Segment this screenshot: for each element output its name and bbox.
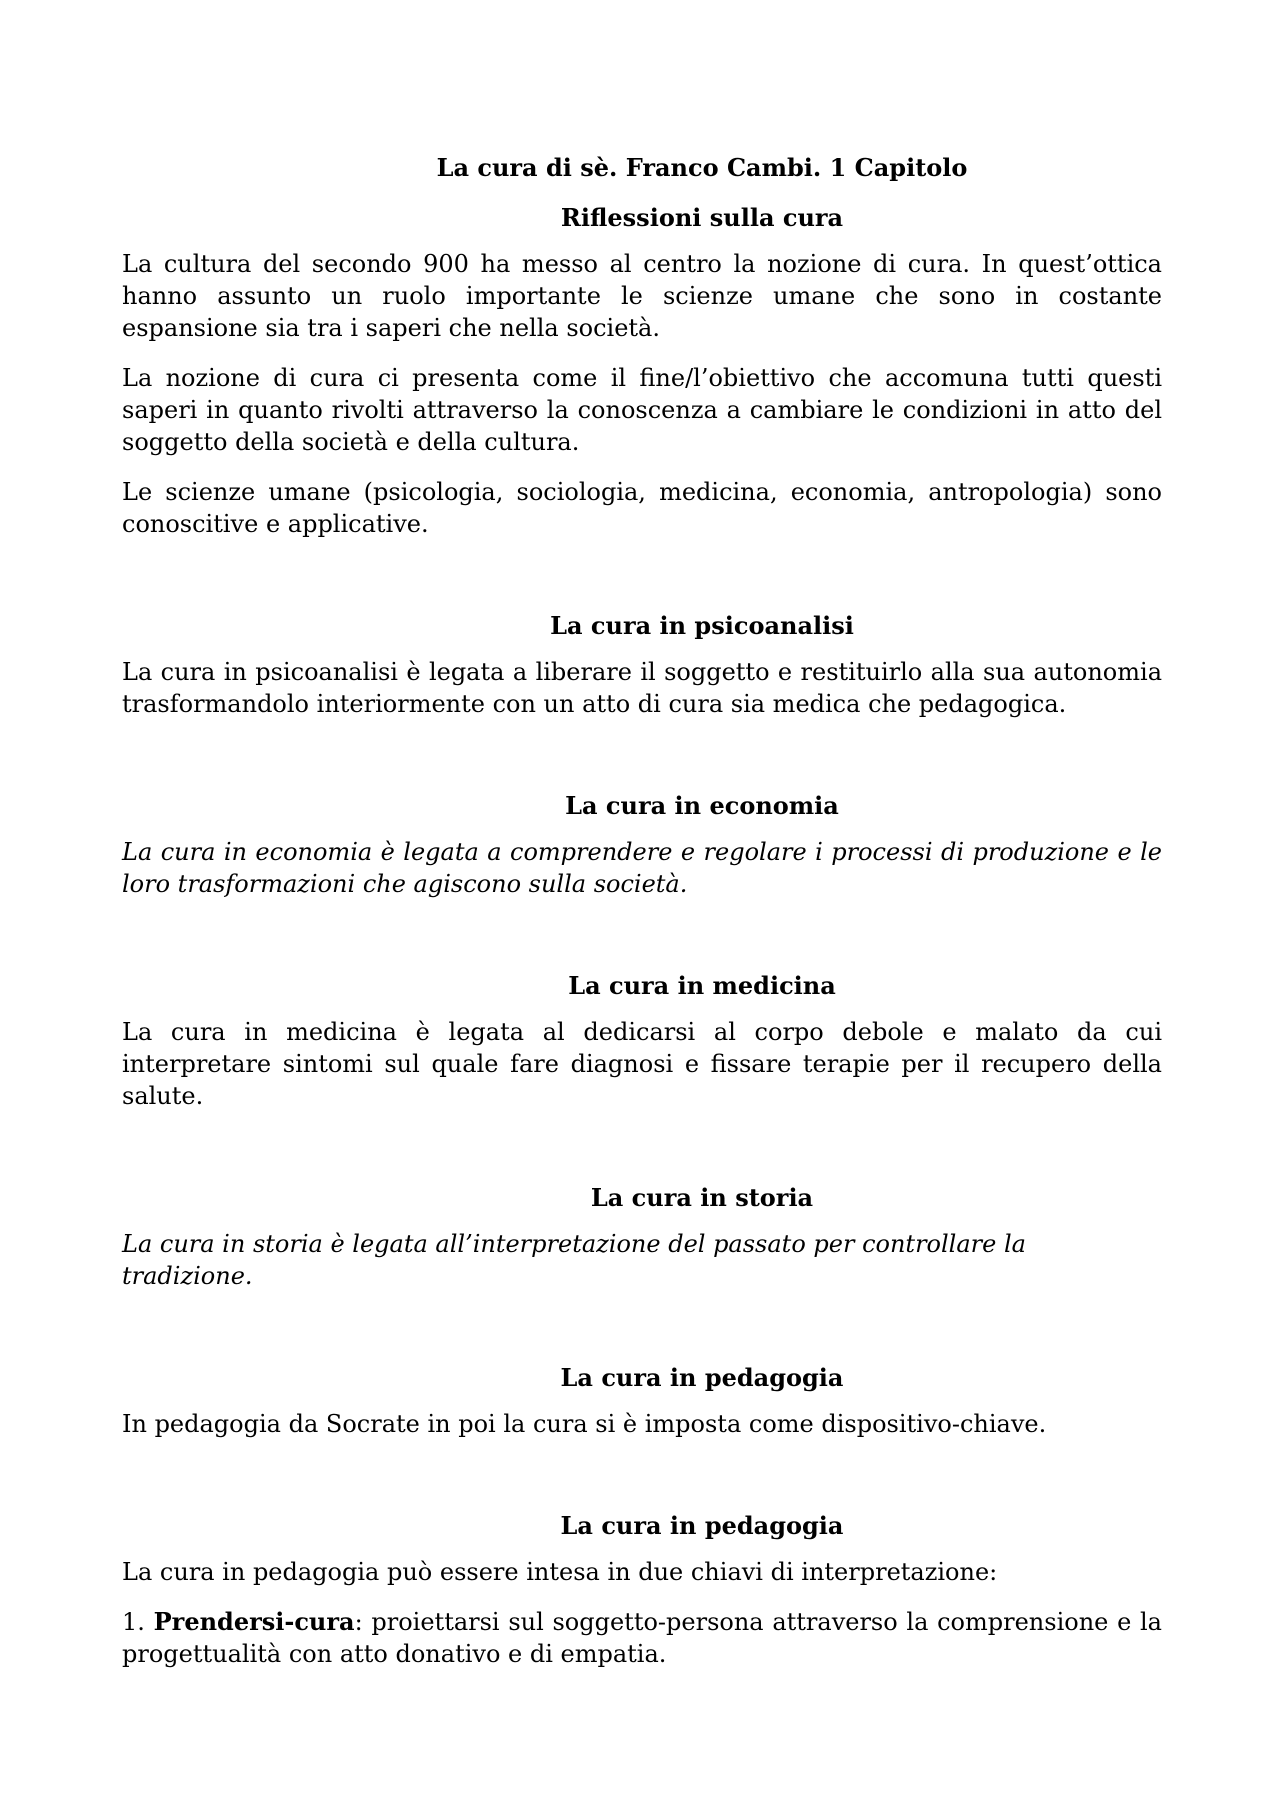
list-item <box>122 1606 1162 1670</box>
paragraph-italic: La cura in economia è legata a comprendere e regolare i processi di produzione e le loro trasformazioni che agiscono sulla società. <box>122 838 1162 898</box>
section-heading-storia: La cura in storia <box>590 1183 814 1212</box>
document-body <box>122 148 1162 1670</box>
section-heading-riflessioni: Riflessioni sulla cura <box>560 203 844 232</box>
list-item-number: 1. <box>122 1608 145 1636</box>
section-heading-pedagogia: La cura in pedagogia <box>560 1363 844 1392</box>
section-heading-pedagogia-2: La cura in pedagogia <box>560 1511 844 1540</box>
section-heading-medicina: La cura in medicina <box>568 971 836 1000</box>
paragraph: La cura in pedagogia può essere intesa in due chiavi di interpretazione: <box>122 1558 998 1586</box>
list-item-term: Prendersi-cura <box>153 1607 355 1636</box>
section-heading-psicoanalisi: La cura in psicoanalisi <box>550 611 854 640</box>
paragraph: La cura in medicina è legata al dedicarsi al corpo debole e malato da cui interpretare sintomi sul quale fare diagnosi e fissare terapie per il recupero della salute. <box>122 1018 1162 1110</box>
paragraph: La cultura del secondo 900 ha messo al centro la nozione di cura. In quest’ottica hanno assunto un ruolo importante le scienze umane che sono in costante espansione sia tra i saperi che nella società. <box>122 250 1162 342</box>
paragraph: La cura in psicoanalisi è legata a liberare il soggetto e restituirlo alla sua autonomia trasformandolo interiormente con un atto di cura sia medica che pedagogica. <box>122 658 1162 718</box>
list-item-text: : proiettarsi sul soggetto-persona attraverso la comprensione e la progettualità con atto donativo e di empatia. <box>122 1608 1162 1668</box>
section-heading-economia: La cura in economia <box>565 791 839 820</box>
paragraph-italic: La cura in storia è legata all’interpretazione del passato per controllare la tradizione. <box>122 1230 1026 1290</box>
document-title: La cura di sè. Franco Cambi. 1 Capitolo <box>436 153 968 182</box>
paragraph: La nozione di cura ci presenta come il fine/l’obiettivo che accomuna tutti questi saperi in quanto rivolti attraverso la conoscenza a cambiare le condizioni in atto del soggetto della società e della cultura. <box>122 364 1162 456</box>
paragraph: In pedagogia da Socrate in poi la cura si è imposta come dispositivo-chiave. <box>122 1410 1047 1438</box>
paragraph: Le scienze umane (psicologia, sociologia, medicina, economia, antropologia) sono conoscitive e applicative. <box>122 478 1162 538</box>
